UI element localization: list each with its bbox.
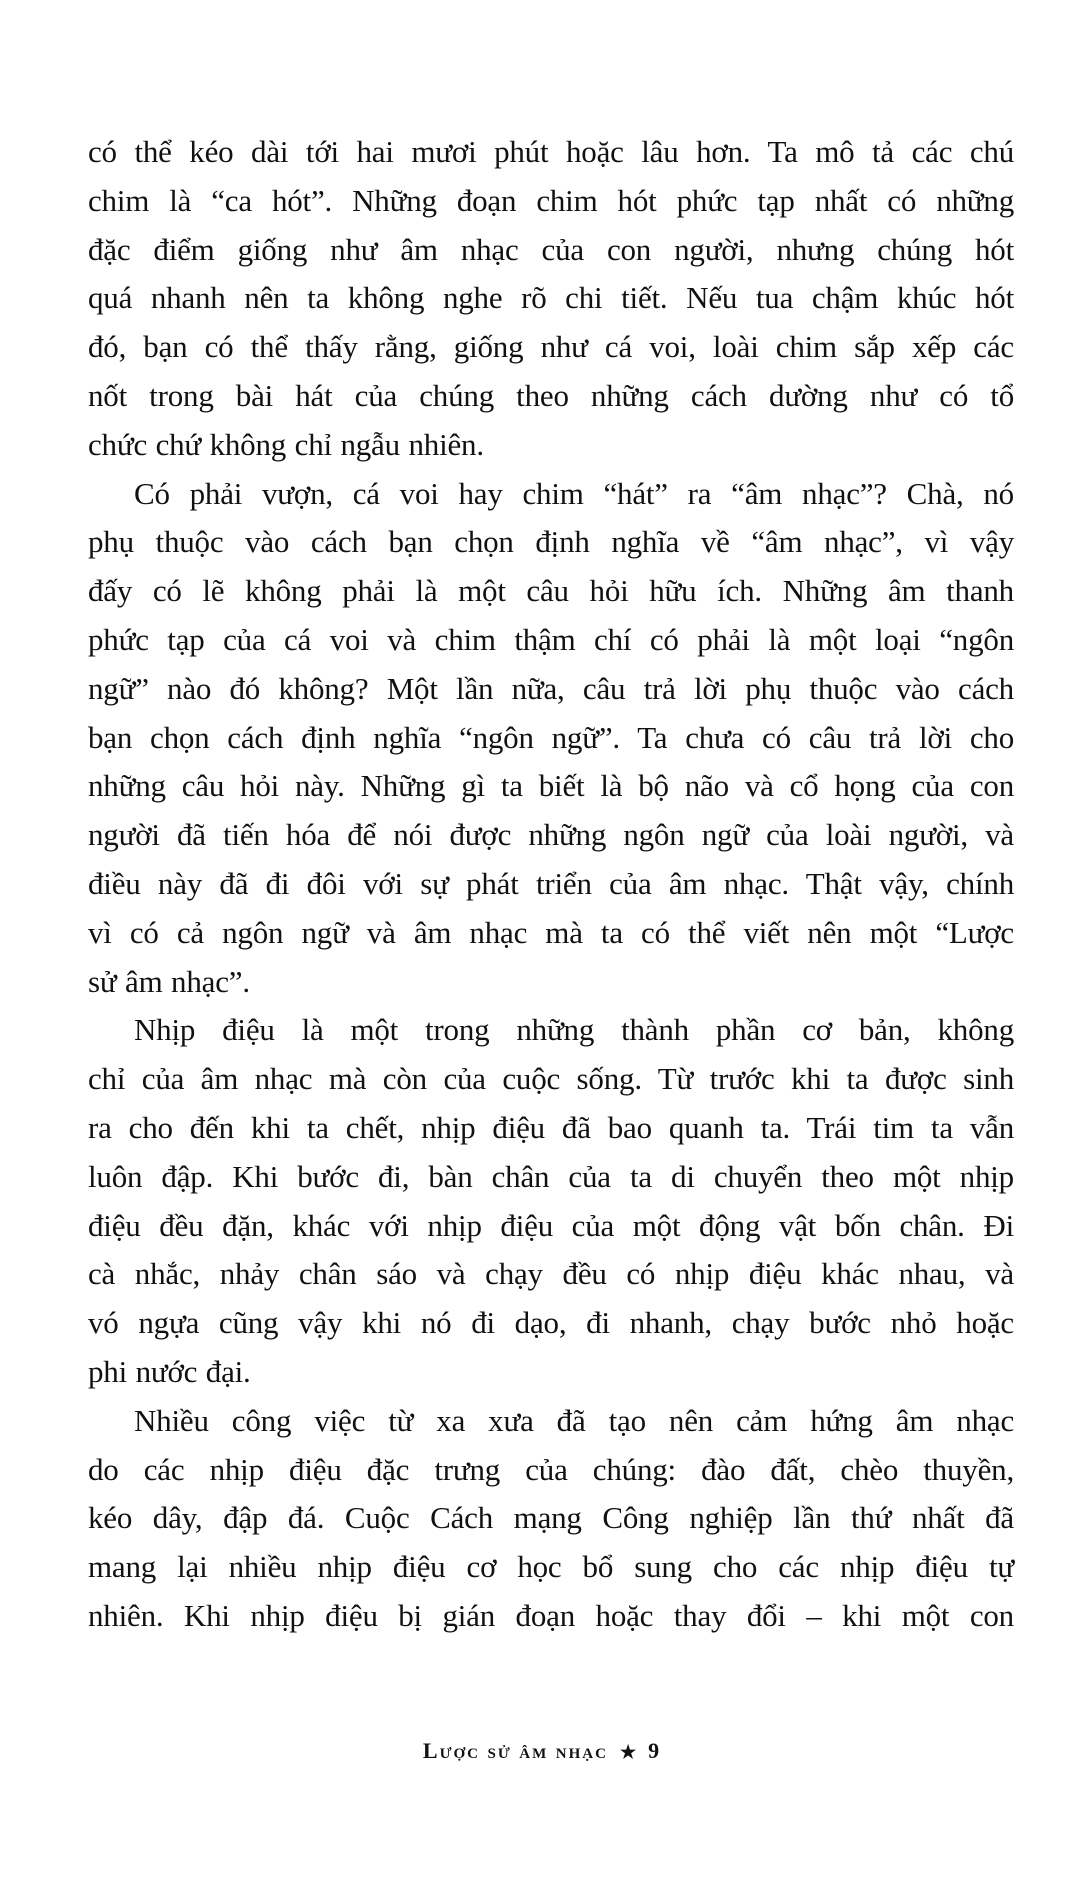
text-line: luôn đập. Khi bước đi, bàn chân của ta di chuyển theo một nhịp [88,1158,1014,1194]
text-line: nhiên. Khi nhịp điệu bị gián đoạn hoặc thay đổi – khi một con [88,1597,1014,1633]
text-line: bạn chọn cách định nghĩa “ngôn ngữ”. Ta chưa có câu trả lời cho [88,719,1014,755]
text-line: điệu đều đặn, khác với nhịp điệu của một động vật bốn chân. Đi [88,1207,1014,1243]
text-line: sử âm nhạc”. [88,963,250,999]
text-line: đặc điểm giống như âm nhạc của con người, nhưng chúng hót [88,231,1014,267]
text-line: mang lại nhiều nhịp điệu cơ học bổ sung cho các nhịp điệu tự [88,1549,1014,1585]
text-line: phi nước đại. [88,1353,251,1389]
text-line: do các nhịp điệu đặc trưng của chúng: đào đất, chèo thuyền, [88,1451,1014,1487]
text-line: phức tạp của cá voi và chim thậm chí có phải là một loại “ngôn [88,621,1014,657]
text-line: phụ thuộc vào cách bạn chọn định nghĩa về “âm nhạc”, vì vậy [88,524,1014,560]
text-line: ngữ” nào đó không? Một lần nữa, câu trả lời phụ thuộc vào cách [88,670,1014,706]
text-line: vì có cả ngôn ngữ và âm nhạc mà ta có thể viết nên một “Lược [88,914,1014,950]
text-line: cà nhắc, nhảy chân sáo và chạy đều có nhịp điệu khác nhau, và [88,1256,1014,1292]
text-line: đó, bạn có thể thấy rằng, giống như cá voi, loài chim sắp xếp các [88,329,1014,365]
body-text [88,128,1014,1641]
text-line: quá nhanh nên ta không nghe rõ chi tiết. Nếu tua chậm khúc hót [88,280,1014,316]
text-line: người đã tiến hóa để nói được những ngôn ngữ của loài người, và [88,817,1014,853]
text-line: chức chứ không chỉ ngẫu nhiên. [88,426,484,462]
text-line: nốt trong bài hát của chúng theo những cách dường như có tổ [88,377,1014,413]
paragraph-start-line: Nhiều công việc từ xa xưa đã tạo nên cảm hứng âm nhạc [134,1402,1014,1438]
running-title: Lược sử âm nhạc [422,1738,608,1763]
text-line: có thể kéo dài tới hai mươi phút hoặc lâu hơn. Ta mô tả các chú [88,134,1014,169]
text-line: đấy có lẽ không phải là một câu hỏi hữu ích. Những âm thanh [88,573,1014,609]
paragraph-start-line: Có phải vượn, cá voi hay chim “hát” ra “âm nhạc”? Chà, nó [134,475,1014,511]
page-number: 9 [648,1738,662,1763]
text-line: chỉ của âm nhạc mà còn của cuộc sống. Từ trước khi ta được sinh [88,1061,1014,1097]
text-line: chim là “ca hót”. Những đoạn chim hót phức tạp nhất có những [88,182,1014,218]
text-line: vó ngựa cũng vậy khi nó đi dạo, đi nhanh, chạy bước nhỏ hoặc [88,1305,1014,1341]
text-line: ra cho đến khi ta chết, nhịp điệu đã bao quanh ta. Trái tim ta vẫn [88,1109,1014,1145]
text-line: những câu hỏi này. Những gì ta biết là bộ não và cổ họng của con [88,768,1014,804]
text-line: điều này đã đi đôi với sự phát triển của âm nhạc. Thật vậy, chính [88,865,1014,901]
paragraph-start-line: Nhịp điệu là một trong những thành phần cơ bản, không [134,1012,1014,1048]
text-line: kéo dây, đập đá. Cuộc Cách mạng Công nghiệp lần thứ nhất đã [88,1500,1014,1536]
star-icon: ★ [619,1742,639,1762]
page-footer [0,1738,1084,1764]
